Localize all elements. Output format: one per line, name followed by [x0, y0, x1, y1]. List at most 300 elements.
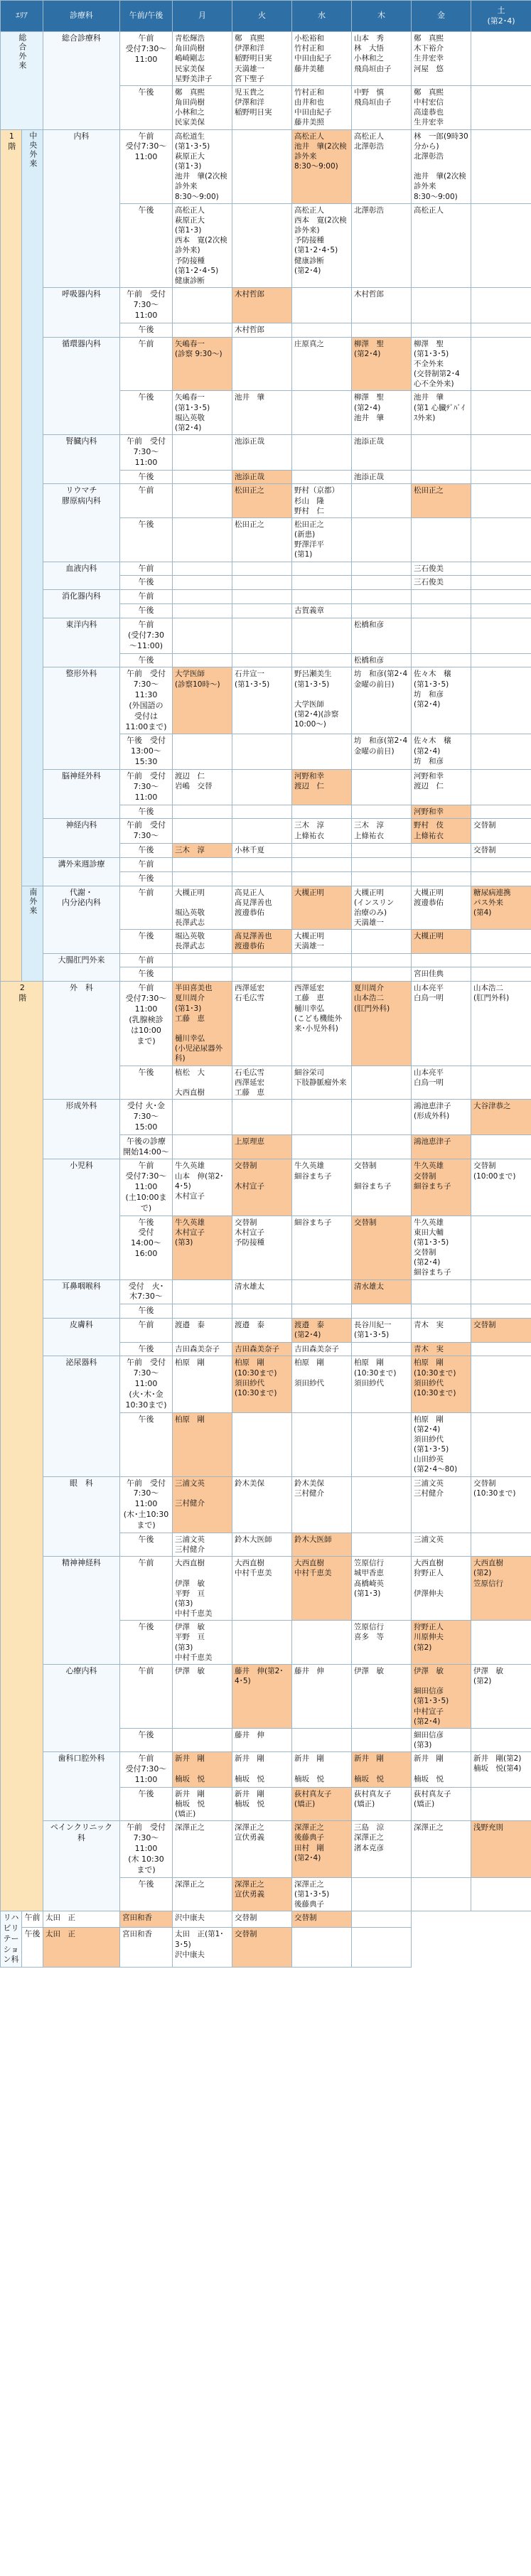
doctor-cell-fri: 林 一郎(9時30分から) 北澤彰浩 池井 肇(2次検診外来 8:30〜9:00)	[412, 129, 471, 203]
doctor-cell-wed	[292, 1621, 352, 1665]
doctor-cell-fri: 三石俊美	[412, 562, 471, 576]
doctor-cell-wed	[292, 1304, 352, 1319]
doctor-cell-fri	[412, 1877, 471, 1911]
doctor-cell-wed: 野呂瀬美生 (第1･3･5) 大学医師 (第2･4)(診察10:00〜)	[292, 667, 352, 734]
doctor-cell-fri: 鴻池恵津子 (形成外科)	[412, 1100, 471, 1135]
schedule-row	[1, 886, 531, 930]
doctor-cell-fri	[412, 953, 471, 967]
doctor-cell-mon: 柏原 剛	[173, 1356, 232, 1412]
doctor-cell-sat	[471, 470, 531, 484]
doctor-cell-sat: 伊澤 敏 (第2)	[471, 1664, 531, 1728]
doctor-cell-fri: 池井 肇 (第1 心臓ﾃﾞﾊﾞｲｽ外来)	[412, 391, 471, 435]
doctor-cell-wed: 太田 正(第1･3･5) 沢中康夫	[173, 1928, 232, 1968]
doctor-cell-tue: 鈴木大医師	[232, 1533, 292, 1556]
schedule-row	[1, 857, 531, 871]
schedule-row	[1, 1752, 531, 1788]
doctor-cell-tue: 石井宣一 (第1･3･5)	[232, 667, 292, 734]
doctor-cell-fri: 鄭 真熙 中村宏信 高達恭也 生井宏幸	[412, 85, 471, 129]
doctor-cell-wed: 深澤正之 (第1･3･5) 後藤典子	[292, 1877, 352, 1911]
doctor-cell-tue: 新井 剛 楠坂 悦	[232, 1752, 292, 1788]
doctor-cell-tue: 木村哲郎	[232, 288, 292, 323]
doctor-cell-wed: 河野和幸 渡辺 仁	[292, 769, 352, 805]
department-name: 内科	[43, 129, 120, 288]
doctor-cell-thu	[352, 953, 412, 967]
doctor-cell-wed: 柏原 剛 須田紗代	[292, 1356, 352, 1412]
area-floor-2-label: 2階	[17, 983, 27, 1004]
morning-label: 午前	[120, 337, 173, 391]
doctor-cell-wed: 鈴木美保 三村健介	[292, 1476, 352, 1533]
doctor-cell-thu: 清水雄太	[352, 1279, 412, 1304]
schedule-row	[1, 1319, 531, 1342]
doctor-cell-sat	[471, 653, 531, 667]
doctor-cell-tue: 木村哲郎	[232, 323, 292, 337]
doctor-cell-mon: 渡邉 泰	[173, 1319, 232, 1342]
doctor-cell-fri	[412, 604, 471, 618]
doctor-cell-wed	[292, 562, 352, 576]
afternoon-label: 午後	[120, 203, 173, 287]
department-name: 精神神経科	[43, 1557, 120, 1665]
doctor-cell-thu: 大槻正明 (インスリン 治療のみ) 天満雄一	[352, 886, 412, 930]
morning-label: 午前	[120, 590, 173, 604]
department-name: 東洋内科	[43, 618, 120, 667]
doctor-cell-fri: 鴻池恵津子	[412, 1134, 471, 1159]
doctor-cell-wed: 野村（京都） 杉山 隆 野村 仁	[292, 484, 352, 518]
doctor-cell-sat	[471, 32, 531, 86]
department-name: リハビリ テーション科	[1, 1911, 22, 1968]
department-name: リウマチ 膠原病内科	[43, 484, 120, 562]
doctor-cell-tue: 児玉貴之 伊澤和洋 稲野明日実	[232, 85, 292, 129]
afternoon-label: 午後	[120, 1342, 173, 1356]
doctor-cell-sat: 交替制 (10:00まで)	[471, 1159, 531, 1215]
doctor-cell-tue	[232, 576, 292, 590]
doctor-cell-thu: 木村哲郎	[352, 288, 412, 323]
doctor-cell-thu	[352, 1342, 412, 1356]
doctor-cell-mon	[173, 590, 232, 604]
doctor-cell-tue: 松田正之	[232, 484, 292, 518]
doctor-cell-sat	[471, 667, 531, 734]
schedule-row	[1, 562, 531, 576]
doctor-cell-tue	[232, 734, 292, 770]
doctor-cell-fri	[412, 590, 471, 604]
doctor-cell-thu: 柳澤 聖 (第2･4)	[352, 337, 412, 391]
doctor-cell-thu	[352, 769, 412, 805]
doctor-cell-fri: 柏原 剛 (第2･4) 須田紗代 (第1･3･5) 山田紗英 (第2･4〜80)	[412, 1412, 471, 1476]
header-ampm: 午前/午後	[120, 1, 173, 32]
department-name: 泌尿器科	[43, 1356, 120, 1476]
afternoon-label: 午後	[120, 1412, 173, 1476]
doctor-cell-mon: 三浦文英 三村健介	[173, 1533, 232, 1556]
doctor-cell-thu	[352, 1476, 412, 1533]
morning-label: 午前 受付7:30〜 11:00	[120, 32, 173, 86]
doctor-cell-fri	[412, 470, 471, 484]
schedule-row	[1, 129, 531, 203]
doctor-cell-tue: 鈴木美保	[232, 1476, 292, 1533]
doctor-cell-sat	[471, 391, 531, 435]
header-day-thu: 木	[352, 1, 412, 32]
doctor-cell-thu	[352, 1412, 412, 1476]
doctor-cell-sat	[471, 484, 531, 518]
area-floor-1-label: 1階	[6, 131, 16, 151]
doctor-cell-thu	[352, 871, 412, 886]
doctor-cell-fri: 三石俊美	[412, 576, 471, 590]
doctor-cell-sat	[471, 769, 531, 805]
doctor-cell-wed	[292, 323, 352, 337]
morning-label: 午前 受付 7:30〜11:00	[120, 435, 173, 471]
doctor-cell-wed	[292, 288, 352, 323]
area-general	[1, 32, 43, 130]
doctor-cell-thu	[352, 930, 412, 953]
doctor-cell-wed	[292, 391, 352, 435]
doctor-cell-wed	[292, 967, 352, 982]
doctor-cell-thu: 夏川周介 山本浩二 (肛門外科)	[352, 982, 412, 1066]
doctor-cell-sat	[471, 1728, 531, 1751]
doctor-cell-sat	[471, 1787, 531, 1821]
morning-label: 午前	[120, 1557, 173, 1621]
schedule-body	[1, 32, 531, 1968]
doctor-cell-mon: 牛久英雄 山本 伸(第2･4･5) 木村宣子	[173, 1159, 232, 1215]
doctor-cell-fri	[412, 1279, 471, 1304]
doctor-cell-wed	[292, 618, 352, 654]
doctor-cell-wed: 新井 剛 楠坂 悦	[292, 1752, 352, 1788]
doctor-cell-wed: 庄原真之	[292, 337, 352, 391]
doctor-cell-sat	[471, 1412, 531, 1476]
doctor-cell-mon	[173, 734, 232, 770]
doctor-cell-wed	[292, 470, 352, 484]
doctor-cell-fri	[412, 323, 471, 337]
morning-label: 午前 (受付7:30 〜11:00)	[120, 618, 173, 654]
doctor-cell-sat: 交替制	[471, 1319, 531, 1342]
doctor-cell-sat	[471, 203, 531, 287]
header-day-fri: 金	[412, 1, 471, 32]
doctor-cell-fri: 佐々木 穣 (第2･4) 坊 和彦	[412, 734, 471, 770]
doctor-cell-thu: 坊 和彦(第2･4金曜の前日)	[352, 734, 412, 770]
area-general-label: 総合外来	[17, 33, 27, 70]
header-day-sat: 土 (第2･4)	[471, 1, 531, 32]
afternoon-label: 午後	[22, 1928, 43, 1968]
doctor-cell-thu: 柳澤 聖 (第2･4) 池井 肇	[352, 391, 412, 435]
doctor-cell-wed	[292, 1279, 352, 1304]
department-name: 腎臓内科	[43, 435, 120, 484]
doctor-cell-thu	[352, 1100, 412, 1135]
doctor-cell-mon	[173, 618, 232, 654]
schedule-row	[1, 1911, 531, 1928]
schedule-row	[1, 982, 531, 1066]
afternoon-label: 午後	[120, 576, 173, 590]
department-name: 外 科	[43, 982, 120, 1100]
afternoon-label: 午後	[120, 1533, 173, 1556]
doctor-cell-fri: 荻村真友子 (矯正)	[412, 1787, 471, 1821]
doctor-cell-mon: 渡辺 仁 岩嶋 交替	[173, 769, 232, 805]
area-central	[22, 129, 43, 886]
doctor-cell-thu: 三島 涼 深澤正之 渚本克彦	[352, 1821, 412, 1877]
doctor-cell-wed: 高松正人 池井 肇(2次検診外来 8:30〜9:00)	[292, 129, 352, 203]
area-floor-2	[1, 982, 43, 1911]
doctor-cell-wed: 細谷栄司 下肢静脈瘤外来	[292, 1066, 352, 1100]
area-central-label: 中央外来	[28, 131, 38, 168]
schedule-row	[1, 1557, 531, 1621]
doctor-cell-sat: 交替制	[471, 819, 531, 844]
doctor-cell-sat	[352, 1928, 412, 1968]
doctor-cell-fri: 河野和幸 渡辺 仁	[412, 769, 471, 805]
doctor-cell-fri: 柏原 剛 (10:30まで) 須田紗代 (10:30まで)	[412, 1356, 471, 1412]
morning-label: 午前 受付 7:30〜11:30 (外国語の 受付は 11:00まで)	[120, 667, 173, 734]
doctor-cell-tue: 交替制 木村宣子 予防接種	[232, 1215, 292, 1279]
doctor-cell-wed: 西澤延宏 工藤 恵 樋川幸弘 (こども機能外来･小児外科)	[292, 982, 352, 1066]
doctor-cell-fri	[292, 1928, 352, 1968]
doctor-cell-sat: 交替制	[471, 844, 531, 858]
doctor-cell-sat	[471, 590, 531, 604]
doctor-cell-wed: 鈴木大医師	[292, 1533, 352, 1556]
doctor-cell-sat: 糖尿病連携 パス外来 (第4)	[471, 886, 531, 930]
schedule-row	[1, 1664, 531, 1728]
doctor-cell-wed	[292, 653, 352, 667]
doctor-cell-wed	[292, 576, 352, 590]
doctor-cell-mon: 新井 剛 楠坂 悦 (矯正)	[173, 1787, 232, 1821]
schedule-row	[1, 1100, 531, 1135]
doctor-cell-thu	[352, 562, 412, 576]
header-day-mon: 月	[173, 1, 232, 32]
afternoon-label: 午後	[120, 1877, 173, 1911]
doctor-cell-tue: 渡邉 泰	[232, 1319, 292, 1342]
doctor-cell-thu	[352, 517, 412, 562]
doctor-cell-tue	[232, 618, 292, 654]
doctor-cell-mon: 矢嶋春一 (第1･3･5) 堀込英敬 (第2･4)	[173, 391, 232, 435]
doctor-cell-fri	[412, 435, 471, 471]
doctor-cell-tue	[232, 653, 292, 667]
doctor-cell-thu	[352, 844, 412, 858]
doctor-cell-sat	[471, 1533, 531, 1556]
morning-label: 午前	[120, 1319, 173, 1342]
doctor-cell-thu	[352, 805, 412, 819]
afternoon-label: 午後	[120, 1304, 173, 1319]
area-south	[22, 886, 43, 982]
doctor-cell-wed	[292, 871, 352, 886]
doctor-cell-fri: 柳澤 聖 (第1･3･5) 不全外来 (交替制第2･4 心不全外来)	[412, 337, 471, 391]
doctor-cell-mon: 三浦文英 三村健介	[173, 1476, 232, 1533]
morning-label: 受付 火･ 木7:30〜	[120, 1279, 173, 1304]
doctor-cell-mon: 堀込英敬 長澤武志	[173, 930, 232, 953]
morning-label: 午前 受付7:30〜 11:00	[120, 129, 173, 203]
doctor-cell-tue: 石毛広雪 西澤延宏 工藤 恵	[232, 1066, 292, 1100]
doctor-cell-fri: 深澤正之	[412, 1821, 471, 1877]
doctor-cell-fri	[412, 844, 471, 858]
morning-label: 午前 受付 7:30〜11:00 (火･木･金 10:30まで)	[120, 1356, 173, 1412]
doctor-cell-tue: 髙見澤善也 渡邊恭佑	[232, 930, 292, 953]
doctor-cell-mon	[173, 470, 232, 484]
schedule-row	[1, 1356, 531, 1412]
doctor-cell-mon: 吉田森美奈子	[173, 1342, 232, 1356]
doctor-cell-thu: 松橋和彦	[352, 618, 412, 654]
doctor-cell-fri	[412, 288, 471, 323]
doctor-cell-sat: 交替制 (10:30まで)	[471, 1476, 531, 1533]
doctor-cell-tue: 上原理恵	[232, 1134, 292, 1159]
doctor-cell-fri: 三浦文英	[412, 1533, 471, 1556]
department-name: 歯科口腔外科	[43, 1752, 120, 1821]
doctor-cell-thu	[352, 323, 412, 337]
doctor-cell-mon	[173, 1728, 232, 1751]
header-department: 診療科	[43, 1, 120, 32]
doctor-cell-tue	[232, 203, 292, 287]
doctor-cell-fri: 佐々木 穣 (第1･3･5) 坊 和彦 (第2･4)	[412, 667, 471, 734]
doctor-cell-tue: 交替制 木村宣子	[232, 1159, 292, 1215]
doctor-cell-wed: 深澤正之 後藤典子 田村 剛 (第2･4)	[292, 1821, 352, 1877]
doctor-cell-wed	[292, 435, 352, 471]
doctor-cell-wed: 牛久英雄 細谷まち子	[292, 1159, 352, 1215]
doctor-cell-wed	[292, 805, 352, 819]
doctor-cell-mon	[173, 1279, 232, 1304]
schedule-row	[1, 435, 531, 471]
doctor-cell-wed: 高松正人 西本 寛(2次検診外来) 予防接種 (第1･2･4･5) 健康診断 (第2･4)	[292, 203, 352, 287]
doctor-cell-fri: 山本亮平 白鳥一明	[412, 1066, 471, 1100]
doctor-cell-sat	[471, 1304, 531, 1319]
doctor-cell-thu: 新井 剛 楠坂 悦	[352, 1752, 412, 1788]
department-name: 消化器内科	[43, 590, 120, 618]
doctor-cell-wed	[292, 1100, 352, 1135]
doctor-cell-wed	[292, 857, 352, 871]
doctor-cell-sat	[471, 604, 531, 618]
doctor-cell-tue	[232, 857, 292, 871]
doctor-cell-sat	[471, 930, 531, 953]
morning-label: 午前 受付 7:30〜11:00	[120, 288, 173, 323]
morning-label: 受付 火･金 7:30〜15:00	[120, 1100, 173, 1135]
doctor-cell-mon: 太田 正	[43, 1928, 120, 1968]
department-name: 耳鼻咽喉科	[43, 1279, 120, 1319]
department-name: 代謝・ 内分泌内科	[43, 886, 120, 953]
morning-label: 午前 受付7:30〜 11:00 (土10:00まで)	[120, 1159, 173, 1215]
doctor-cell-fri: 野村 伎 上條祐衣	[412, 819, 471, 844]
doctor-cell-tue: 深澤正之 宣伏勇義	[232, 1877, 292, 1911]
doctor-cell-mon	[173, 953, 232, 967]
doctor-cell-tue: 深澤正之 宣伏勇義	[232, 1821, 292, 1877]
doctor-cell-mon	[173, 517, 232, 562]
doctor-cell-mon: 大学医師 (診察10時〜)	[173, 667, 232, 734]
schedule-row	[1, 953, 531, 967]
department-name: 溝外来週診療	[43, 857, 120, 886]
doctor-cell-sat	[471, 1066, 531, 1100]
doctor-cell-tue: 高見正人 髙見澤善也 渡邊恭佑	[232, 886, 292, 930]
afternoon-label: 午後	[120, 1728, 173, 1751]
doctor-cell-mon: 柏原 剛	[173, 1412, 232, 1476]
doctor-cell-tue: 大西直樹 中村千恵美	[232, 1557, 292, 1621]
doctor-cell-fri: 青木 実	[412, 1319, 471, 1342]
doctor-cell-tue: 池井 肇	[232, 391, 292, 435]
doctor-cell-mon: 牛久英雄 木村宣子 (第3)	[173, 1215, 232, 1279]
doctor-cell-tue: 松田正之	[232, 517, 292, 562]
doctor-cell-fri	[412, 517, 471, 562]
department-name: 神経内科	[43, 819, 120, 858]
doctor-cell-sat: 新井 剛(第2) 楠坂 悦(第4)	[471, 1752, 531, 1788]
doctor-cell-mon	[173, 871, 232, 886]
morning-label: 午前	[120, 484, 173, 518]
department-name: 脳神経外科	[43, 769, 120, 818]
doctor-cell-thu	[352, 1877, 412, 1911]
department-name: 皮膚科	[43, 1319, 120, 1356]
schedule-row	[1, 1821, 531, 1877]
doctor-cell-sat	[471, 288, 531, 323]
doctor-cell-thu: 交替制	[352, 1215, 412, 1279]
schedule-row	[1, 1928, 531, 1968]
doctor-cell-tue	[232, 805, 292, 819]
doctor-cell-tue	[232, 590, 292, 604]
doctor-cell-tue	[232, 337, 292, 391]
afternoon-label: 午後	[120, 470, 173, 484]
department-name: 呼吸器内科	[43, 288, 120, 337]
doctor-cell-mon: 植松 大 大西直樹	[173, 1066, 232, 1100]
doctor-cell-sat	[471, 1342, 531, 1356]
morning-label: 午前 受付7:30〜 11:00	[120, 1752, 173, 1788]
doctor-cell-sat	[471, 967, 531, 982]
doctor-cell-wed: 荻村真友子 (矯正)	[292, 1787, 352, 1821]
schedule-row	[1, 1279, 531, 1304]
doctor-cell-mon	[173, 288, 232, 323]
afternoon-label: 午後	[120, 653, 173, 667]
doctor-cell-thu	[352, 590, 412, 604]
doctor-cell-sat	[471, 857, 531, 871]
morning-label: 午前	[120, 886, 173, 930]
doctor-cell-fri: 牛久英雄 東田大輔 (第1･3･5) 交替制 (第2･4) 細谷まち子	[412, 1215, 471, 1279]
morning-label: 午前	[120, 1664, 173, 1728]
doctor-cell-tue	[232, 1412, 292, 1476]
doctor-cell-mon: 大西直樹 伊澤 敏 平野 亘 (第3) 中村千恵美	[173, 1557, 232, 1621]
doctor-cell-wed	[292, 844, 352, 858]
doctor-cell-mon	[173, 562, 232, 576]
doctor-cell-fri: 三浦文英 三村健介	[412, 1476, 471, 1533]
schedule-row	[1, 337, 531, 391]
doctor-cell-mon: 伊澤 敏 平野 亘 (第3) 中村千恵美	[173, 1621, 232, 1665]
doctor-cell-wed: 吉田森美奈子	[292, 1342, 352, 1356]
area-floor-1	[1, 129, 22, 982]
doctor-cell-thu	[352, 857, 412, 871]
schedule-row	[1, 667, 531, 734]
doctor-cell-thu: 三木 淳 上條祐衣	[352, 819, 412, 844]
doctor-cell-fri: 松田正之	[412, 484, 471, 518]
doctor-cell-thu	[352, 1533, 412, 1556]
doctor-cell-tue	[232, 1621, 292, 1665]
afternoon-label: 午後	[120, 844, 173, 858]
afternoon-label: 午後	[120, 604, 173, 618]
header-row	[1, 1, 531, 32]
doctor-cell-mon: 大槻正明 堀込英敬 長澤武志	[173, 886, 232, 930]
doctor-cell-mon	[173, 857, 232, 871]
doctor-cell-sat	[471, 618, 531, 654]
doctor-cell-wed: 藤井 伸	[292, 1664, 352, 1728]
doctor-cell-thu: 荻村真友子 (矯正)	[352, 1787, 412, 1821]
department-name: 眼 科	[43, 1476, 120, 1557]
doctor-cell-wed	[292, 590, 352, 604]
doctor-cell-wed: 渡邉 泰 (第2･4)	[292, 1319, 352, 1342]
doctor-cell-tue: 鄭 真熙 伊澤和洋 稲野明日実 天満雄一 宮下聖子	[232, 32, 292, 86]
doctor-cell-tue: 藤井 伸(第2･4･5)	[232, 1664, 292, 1728]
morning-label: 午前 受付 7:30〜11:00 (木･土10:30 まで)	[120, 1476, 173, 1533]
doctor-cell-wed	[292, 953, 352, 967]
doctor-cell-sat	[471, 953, 531, 967]
morning-label: 午前 受付 7:30〜11:00	[120, 769, 173, 805]
doctor-cell-sat	[471, 734, 531, 770]
doctor-cell-fri: 鄭 真熙 木下裕介 生井宏幸 河屋 悠	[412, 32, 471, 86]
doctor-cell-fri: 高松正人	[412, 203, 471, 287]
doctor-cell-thu	[352, 967, 412, 982]
doctor-cell-thu: 高松正人 北澤彰浩	[352, 129, 412, 203]
doctor-cell-mon	[173, 805, 232, 819]
doctor-cell-tue: 宮田和香	[120, 1911, 173, 1928]
doctor-cell-sat	[471, 1621, 531, 1665]
schedule-row	[1, 484, 531, 518]
doctor-cell-mon	[173, 967, 232, 982]
doctor-cell-mon	[173, 819, 232, 844]
department-name: 血液内科	[43, 562, 120, 590]
doctor-cell-sat: 浅野充則	[471, 1821, 531, 1877]
doctor-cell-sat	[471, 562, 531, 576]
